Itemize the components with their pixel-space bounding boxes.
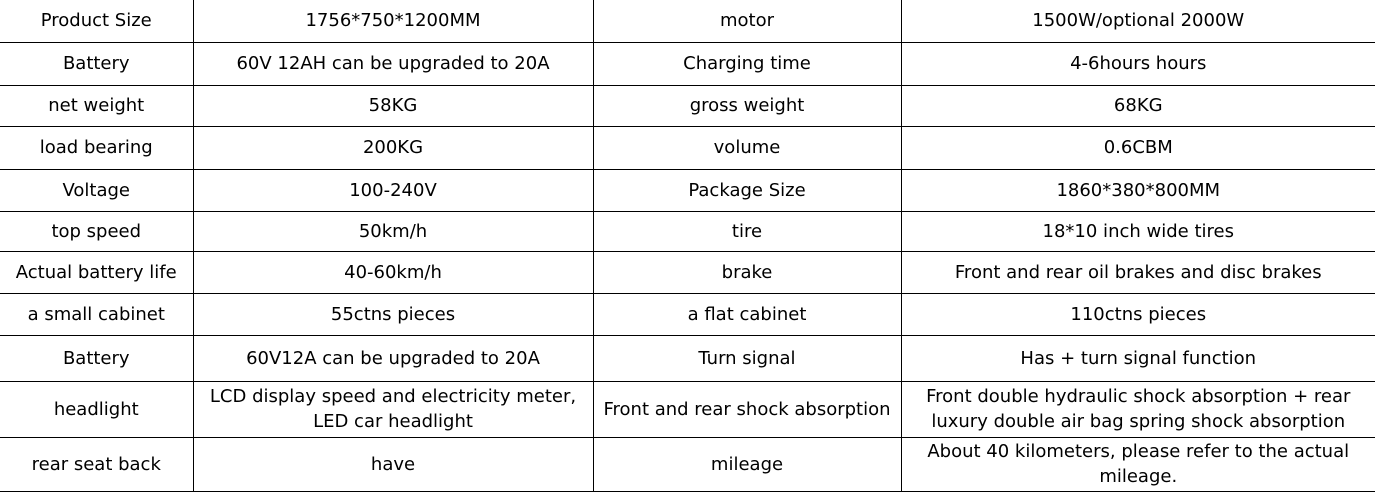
spec-label: rear seat back <box>0 437 193 491</box>
spec-label: top speed <box>0 211 193 251</box>
spec-label: Charging time <box>593 42 901 85</box>
spec-label: volume <box>593 126 901 169</box>
table-row <box>0 335 1375 381</box>
spec-value: 0.6CBM <box>901 126 1375 169</box>
spec-value: 100-240V <box>193 169 593 211</box>
spec-value: 1500W/optional 2000W <box>901 0 1375 42</box>
table-row <box>0 169 1375 211</box>
spec-value: 40-60km/h <box>193 251 593 293</box>
spec-label: motor <box>593 0 901 42</box>
spec-value: 1756*750*1200MM <box>193 0 593 42</box>
spec-label: Battery <box>0 335 193 381</box>
spec-label: Actual battery life <box>0 251 193 293</box>
spec-value: Has + turn signal function <box>901 335 1375 381</box>
spec-value: Front double hydraulic shock absorption + rear luxury double air bag spring shock absorption <box>901 381 1375 437</box>
spec-value: 110ctns pieces <box>901 293 1375 335</box>
spec-value: 200KG <box>193 126 593 169</box>
spec-label: Battery <box>0 42 193 85</box>
spec-label: Turn signal <box>593 335 901 381</box>
table-row <box>0 251 1375 293</box>
spec-value: 60V12A can be upgraded to 20A <box>193 335 593 381</box>
spec-label: a flat cabinet <box>593 293 901 335</box>
spec-value: Front and rear oil brakes and disc brakes <box>901 251 1375 293</box>
spec-value: 4-6hours hours <box>901 42 1375 85</box>
spec-label: headlight <box>0 381 193 437</box>
table-row <box>0 437 1375 491</box>
spec-value: LCD display speed and electricity meter, LED car headlight <box>193 381 593 437</box>
table-row <box>0 211 1375 251</box>
spec-label: mileage <box>593 437 901 491</box>
spec-value: 60V 12AH can be upgraded to 20A <box>193 42 593 85</box>
spec-value: 50km/h <box>193 211 593 251</box>
table-row <box>0 0 1375 42</box>
spec-value: About 40 kilometers, please refer to the actual mileage. <box>901 437 1375 491</box>
spec-label: Package Size <box>593 169 901 211</box>
spec-value: 58KG <box>193 85 593 126</box>
table-row <box>0 126 1375 169</box>
spec-label: a small cabinet <box>0 293 193 335</box>
table-row <box>0 293 1375 335</box>
spec-label: tire <box>593 211 901 251</box>
spec-label: Front and rear shock absorption <box>593 381 901 437</box>
table-row <box>0 85 1375 126</box>
spec-label: gross weight <box>593 85 901 126</box>
spec-value: 1860*380*800MM <box>901 169 1375 211</box>
table-row <box>0 381 1375 437</box>
spec-value: have <box>193 437 593 491</box>
spec-label: Product Size <box>0 0 193 42</box>
spec-value: 68KG <box>901 85 1375 126</box>
spec-value: 55ctns pieces <box>193 293 593 335</box>
spec-value: 18*10 inch wide tires <box>901 211 1375 251</box>
spec-label: load bearing <box>0 126 193 169</box>
spec-label: brake <box>593 251 901 293</box>
spec-label: net weight <box>0 85 193 126</box>
spec-label: Voltage <box>0 169 193 211</box>
table-row <box>0 42 1375 85</box>
